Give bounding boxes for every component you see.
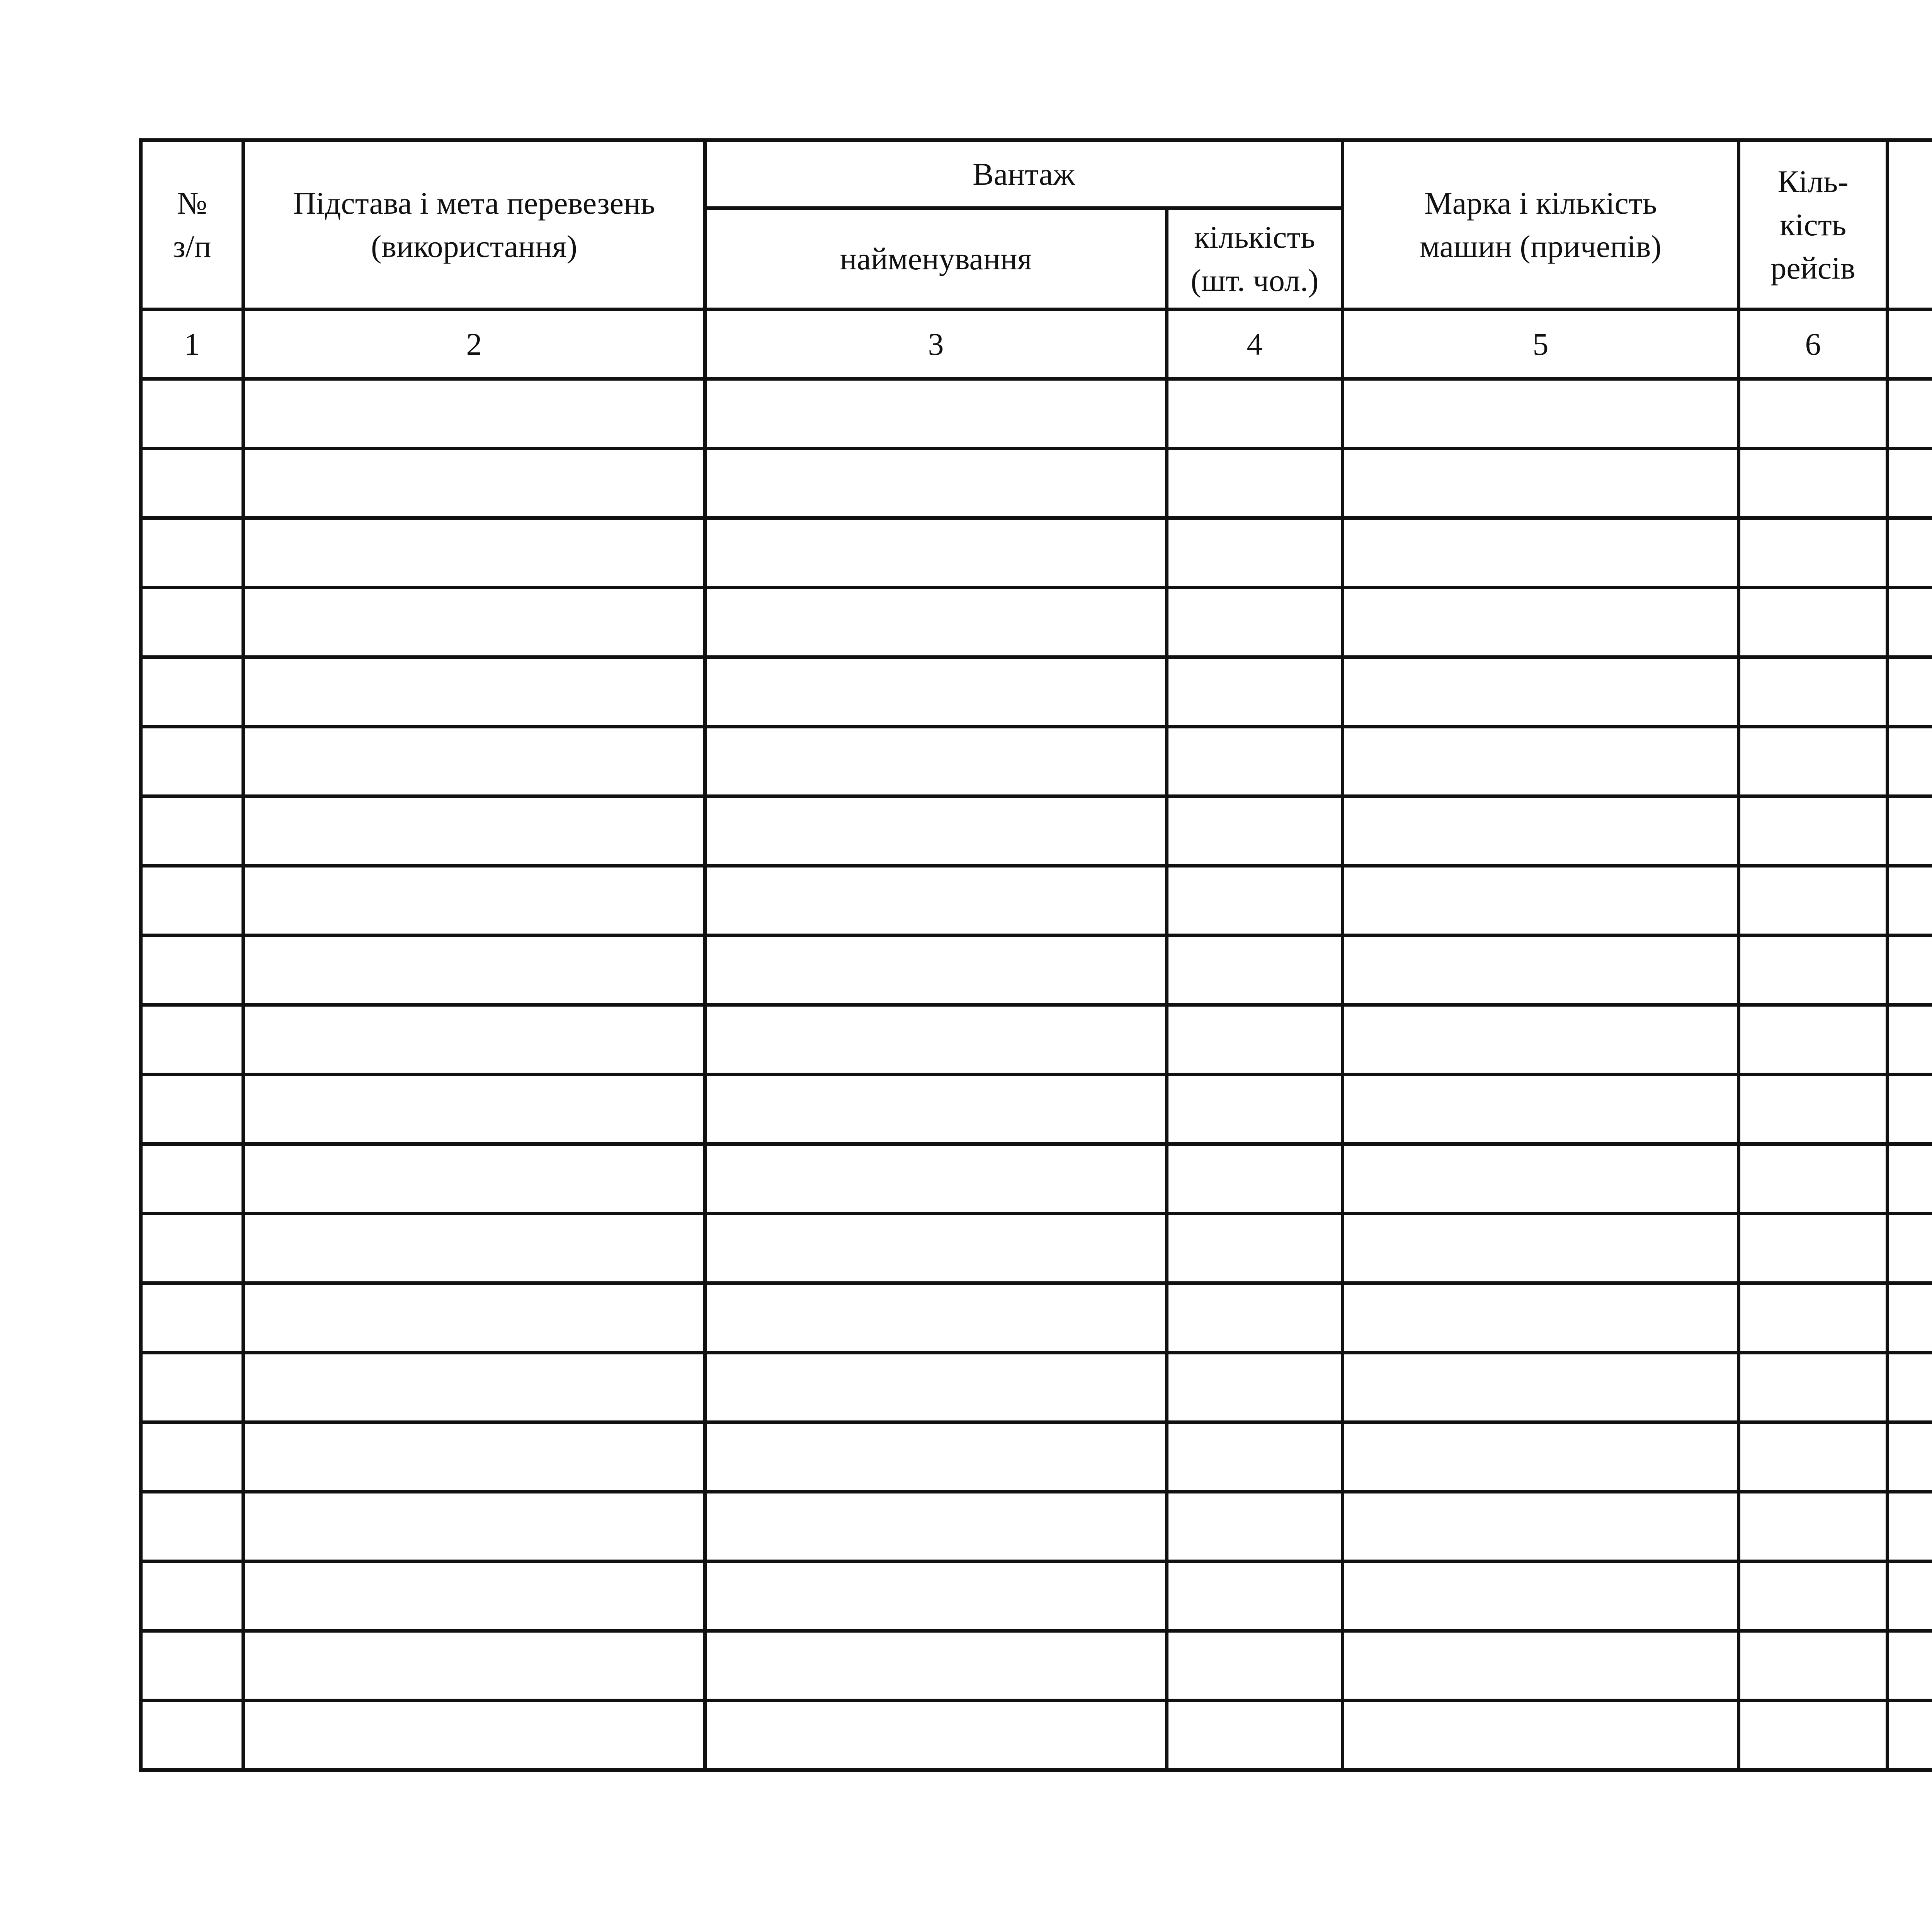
table-row <box>141 379 1932 449</box>
column-number: 3 <box>705 310 1167 379</box>
table-cell[interactable] <box>1167 1561 1343 1631</box>
table-cell[interactable] <box>1343 866 1739 936</box>
table-row <box>141 657 1932 727</box>
table-cell[interactable] <box>141 1492 243 1561</box>
table-cell[interactable] <box>1739 1631 1888 1701</box>
table-cell[interactable] <box>141 1283 243 1353</box>
table-cell[interactable] <box>705 1075 1167 1144</box>
table-cell[interactable] <box>1888 866 1932 936</box>
table-cell[interactable] <box>1167 518 1343 588</box>
table-row <box>141 796 1932 866</box>
table-row <box>141 1353 1932 1422</box>
table-cell[interactable] <box>705 1353 1167 1422</box>
table-cell[interactable] <box>243 1631 705 1701</box>
table-cell[interactable] <box>141 1214 243 1283</box>
header-cargo-quantity: кількість (шт. чол.) <box>1167 208 1343 310</box>
table-cell[interactable] <box>1167 1631 1343 1701</box>
table-cell[interactable] <box>141 518 243 588</box>
table-cell[interactable] <box>1167 1422 1343 1492</box>
column-number: 6 <box>1739 310 1888 379</box>
table-cell[interactable] <box>243 1283 705 1353</box>
table-row <box>141 1422 1932 1492</box>
table-cell[interactable] <box>705 1631 1167 1701</box>
table-cell[interactable] <box>1888 1283 1932 1353</box>
table-cell[interactable] <box>243 379 705 449</box>
table-cell[interactable] <box>705 1144 1167 1214</box>
table-cell[interactable] <box>705 1422 1167 1492</box>
table-cell[interactable] <box>1343 657 1739 727</box>
table-cell[interactable] <box>141 866 243 936</box>
table-cell[interactable] <box>1888 1214 1932 1283</box>
table-cell[interactable] <box>1739 449 1888 518</box>
table-cell[interactable] <box>1739 518 1888 588</box>
table-row <box>141 1561 1932 1631</box>
table-cell[interactable] <box>243 866 705 936</box>
table-row <box>141 1005 1932 1075</box>
table-cell[interactable] <box>1167 1492 1343 1561</box>
table-cell[interactable] <box>141 727 243 796</box>
table-row <box>141 1075 1932 1144</box>
table-cell[interactable] <box>243 1701 705 1770</box>
table-cell[interactable] <box>1888 1075 1932 1144</box>
column-number <box>1888 310 1932 379</box>
column-number: 1 <box>141 310 243 379</box>
table-cell[interactable] <box>141 1631 243 1701</box>
table-cell[interactable] <box>1739 379 1888 449</box>
table-cell[interactable] <box>1739 1561 1888 1631</box>
table-cell[interactable] <box>243 1492 705 1561</box>
table-cell[interactable] <box>1343 1075 1739 1144</box>
table-cell[interactable] <box>243 1005 705 1075</box>
table-cell[interactable] <box>1888 1353 1932 1422</box>
table-cell[interactable] <box>141 1422 243 1492</box>
table-cell[interactable] <box>243 449 705 518</box>
table-cell[interactable] <box>1167 1214 1343 1283</box>
table-cell[interactable] <box>1739 1214 1888 1283</box>
table-cell[interactable] <box>705 727 1167 796</box>
table-cell[interactable] <box>1888 657 1932 727</box>
table-cell[interactable] <box>141 588 243 657</box>
table-cell[interactable] <box>705 796 1167 866</box>
table-cell[interactable] <box>141 1144 243 1214</box>
table-cell[interactable] <box>1343 379 1739 449</box>
header-basis: Підстава і мета перевезень (використання) <box>243 140 705 310</box>
table-cell[interactable] <box>141 1075 243 1144</box>
table-cell[interactable] <box>1167 727 1343 796</box>
header-trips: Кіль- кість рейсів <box>1739 140 1888 310</box>
table-row <box>141 936 1932 1005</box>
table-cell[interactable] <box>1888 1631 1932 1701</box>
table-cell[interactable] <box>1888 1422 1932 1492</box>
table-cell[interactable] <box>705 518 1167 588</box>
table-cell[interactable] <box>243 518 705 588</box>
table-cell[interactable] <box>1888 796 1932 866</box>
table-cell[interactable] <box>141 1701 243 1770</box>
table-cell[interactable] <box>1739 1283 1888 1353</box>
table-cell[interactable] <box>141 1561 243 1631</box>
table-cell[interactable] <box>243 657 705 727</box>
table-cell[interactable] <box>1343 1353 1739 1422</box>
table-cell[interactable] <box>243 936 705 1005</box>
table-cell[interactable] <box>705 936 1167 1005</box>
table-cell[interactable] <box>1888 518 1932 588</box>
table-cell[interactable] <box>1167 657 1343 727</box>
table-cell[interactable] <box>243 1075 705 1144</box>
table-cell[interactable] <box>1343 518 1739 588</box>
table-cell[interactable] <box>1343 1214 1739 1283</box>
column-number: 5 <box>1343 310 1739 379</box>
table-cell[interactable] <box>1343 1005 1739 1075</box>
table-cell[interactable] <box>1167 1144 1343 1214</box>
table-cell[interactable] <box>1343 1144 1739 1214</box>
table-cell[interactable] <box>1739 1492 1888 1561</box>
table-cell[interactable] <box>243 1144 705 1214</box>
table-cell[interactable] <box>1343 588 1739 657</box>
table-cell[interactable] <box>1167 1075 1343 1144</box>
table-cell[interactable] <box>141 1005 243 1075</box>
table-cell[interactable] <box>141 1353 243 1422</box>
table-cell[interactable] <box>705 1283 1167 1353</box>
table-cell[interactable] <box>1739 727 1888 796</box>
header-row-top <box>141 140 1932 208</box>
table-row <box>141 449 1932 518</box>
table-cell[interactable] <box>705 1561 1167 1631</box>
table-cell[interactable] <box>141 449 243 518</box>
table-cell[interactable] <box>243 1422 705 1492</box>
table-cell[interactable] <box>243 588 705 657</box>
table-cell[interactable] <box>705 588 1167 657</box>
table-row <box>141 588 1932 657</box>
table-cell[interactable] <box>1167 1353 1343 1422</box>
table-row <box>141 1283 1932 1353</box>
table-cell[interactable] <box>1739 866 1888 936</box>
table-cell[interactable] <box>1343 1561 1739 1631</box>
header-cargo-group: Вантаж <box>705 140 1343 208</box>
table-cell[interactable] <box>1888 588 1932 657</box>
table-cell[interactable] <box>1888 1492 1932 1561</box>
table-cell[interactable] <box>1739 1353 1888 1422</box>
table-cell[interactable] <box>705 1492 1167 1561</box>
table-cell[interactable] <box>1739 796 1888 866</box>
table-cell[interactable] <box>1343 727 1739 796</box>
table-cell[interactable] <box>1167 1283 1343 1353</box>
header-vehicles: Марка і кількість машин (причепів) <box>1343 140 1739 310</box>
table-row <box>141 727 1932 796</box>
table-row <box>141 1214 1932 1283</box>
table-cell[interactable] <box>1167 796 1343 866</box>
table-cell[interactable] <box>705 1701 1167 1770</box>
table-cell[interactable] <box>1739 588 1888 657</box>
table-cell[interactable] <box>1167 379 1343 449</box>
table-row <box>141 1492 1932 1561</box>
table-cell[interactable] <box>141 796 243 866</box>
table-cell[interactable] <box>1343 1631 1739 1701</box>
table-cell[interactable] <box>1888 379 1932 449</box>
table-cell[interactable] <box>1739 1144 1888 1214</box>
table-cell[interactable] <box>705 657 1167 727</box>
table-cell[interactable] <box>1343 1492 1739 1561</box>
table-cell[interactable] <box>705 866 1167 936</box>
transport-register-table <box>139 138 1932 1772</box>
table-cell[interactable] <box>1739 1075 1888 1144</box>
table-cell[interactable] <box>1343 1701 1739 1770</box>
table-cell[interactable] <box>1167 1005 1343 1075</box>
table-cell[interactable] <box>705 1214 1167 1283</box>
table-cell[interactable] <box>1739 657 1888 727</box>
table-cell[interactable] <box>1343 796 1739 866</box>
table-cell[interactable] <box>1888 449 1932 518</box>
table-row <box>141 1701 1932 1770</box>
table-cell[interactable] <box>1888 727 1932 796</box>
table-cell[interactable] <box>141 657 243 727</box>
table-cell[interactable] <box>1343 936 1739 1005</box>
header-cargo-name: найменування <box>705 208 1167 310</box>
column-number: 2 <box>243 310 705 379</box>
table-cell[interactable] <box>243 1353 705 1422</box>
table-cell[interactable] <box>1888 1144 1932 1214</box>
table-cell[interactable] <box>243 796 705 866</box>
table-row <box>141 1631 1932 1701</box>
table-cell[interactable] <box>1167 1701 1343 1770</box>
table-cell[interactable] <box>705 1005 1167 1075</box>
table-row <box>141 1144 1932 1214</box>
table-cell[interactable] <box>1888 1561 1932 1631</box>
table-cell[interactable] <box>1888 936 1932 1005</box>
table-cell[interactable] <box>1888 1005 1932 1075</box>
table-cell[interactable] <box>1167 936 1343 1005</box>
table-row <box>141 518 1932 588</box>
column-number-row <box>141 310 1932 379</box>
table-cell[interactable] <box>1167 449 1343 518</box>
table-cell[interactable] <box>1343 1283 1739 1353</box>
table-cell[interactable] <box>705 449 1167 518</box>
table-cell[interactable] <box>1888 1701 1932 1770</box>
table-cell[interactable] <box>1167 588 1343 657</box>
table-cell[interactable] <box>243 1214 705 1283</box>
table-cell[interactable] <box>705 379 1167 449</box>
table-cell[interactable] <box>141 379 243 449</box>
table-cell[interactable] <box>1739 936 1888 1005</box>
table-cell[interactable] <box>1343 1422 1739 1492</box>
header-route <box>1888 140 1932 310</box>
table-cell[interactable] <box>141 936 243 1005</box>
table-cell[interactable] <box>243 1561 705 1631</box>
header-number: № з/п <box>141 140 243 310</box>
table-cell[interactable] <box>1739 1701 1888 1770</box>
table-cell[interactable] <box>1167 866 1343 936</box>
table-cell[interactable] <box>1343 449 1739 518</box>
table-cell[interactable] <box>243 727 705 796</box>
table-cell[interactable] <box>1739 1005 1888 1075</box>
table-row <box>141 866 1932 936</box>
column-number: 4 <box>1167 310 1343 379</box>
table-cell[interactable] <box>1739 1422 1888 1492</box>
